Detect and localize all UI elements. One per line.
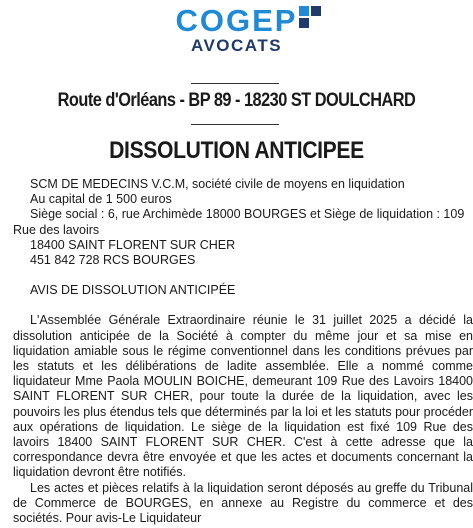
page-title: DISSOLUTION ANTICIPEE <box>109 137 364 164</box>
divider-top <box>191 83 279 84</box>
logo-wordmark <box>176 4 298 38</box>
paragraph-filing: Les actes et pièces relatifs à la liquidation seront déposés au greffe du Tribunal de Commerce de BOURGES, en annexe au Registre du commerce et des sociétés. Pour avis-Le Liquidateur <box>13 480 473 526</box>
notice-title: AVIS DE DISSOLUTION ANTICIPÉE <box>30 283 236 298</box>
company-name: SCM DE MEDECINS V.C.M, société civile de moyens en liquidation <box>30 177 405 191</box>
divider-bottom <box>191 124 279 125</box>
logo <box>0 4 473 56</box>
notice-body <box>13 177 473 526</box>
rcs-number: 451 842 728 RCS BOURGES <box>30 253 196 268</box>
registered-seat: Siège social : 6, rue Archimède 18000 BOURGES et Siège de liquidation : 109 Rue des lavoirs <box>13 207 465 237</box>
logo-brand: COGEP <box>175 3 298 38</box>
paragraph-resolution: L'Assemblée Générale Extraordinaire réunie le 31 juillet 2025 a décidé la dissolution anticipée de la Société à compter du même jour et sa mise en liquidation amiable sous le régime conventionnel dans les conditions prévues par les statuts et les délibérations de ladite assemblée. Elle a nommé comme liquidateur Mme Paola MOULIN BOICHE, demeurant 109 Rue des Lavoirs 18400 SAINT FLORENT SUR CHER, pour toute la durée de la liquidation, avec les pouvoirs les plus étendus tels que déterminés par la loi et les statuts pour procéder aux opérations de liquidation. Le siège de la liquidation est fixé 109 Rue des lavoirs 18400 SAINT FLORENT SUR CHER. C'est à cette adresse que la correspondance devra être envoyée et que les actes et documents concernant la liquidation devront être notifiés. <box>13 313 473 480</box>
logo-squares-icon <box>299 6 321 28</box>
city: 18400 SAINT FLORENT SUR CHER <box>30 237 236 252</box>
logo-subtitle: AVOCATS <box>190 36 283 55</box>
address-line: Route d'Orléans - BP 89 - 18230 ST DOULCHARD <box>57 90 416 111</box>
capital: Au capital de 1 500 euros <box>30 192 172 207</box>
